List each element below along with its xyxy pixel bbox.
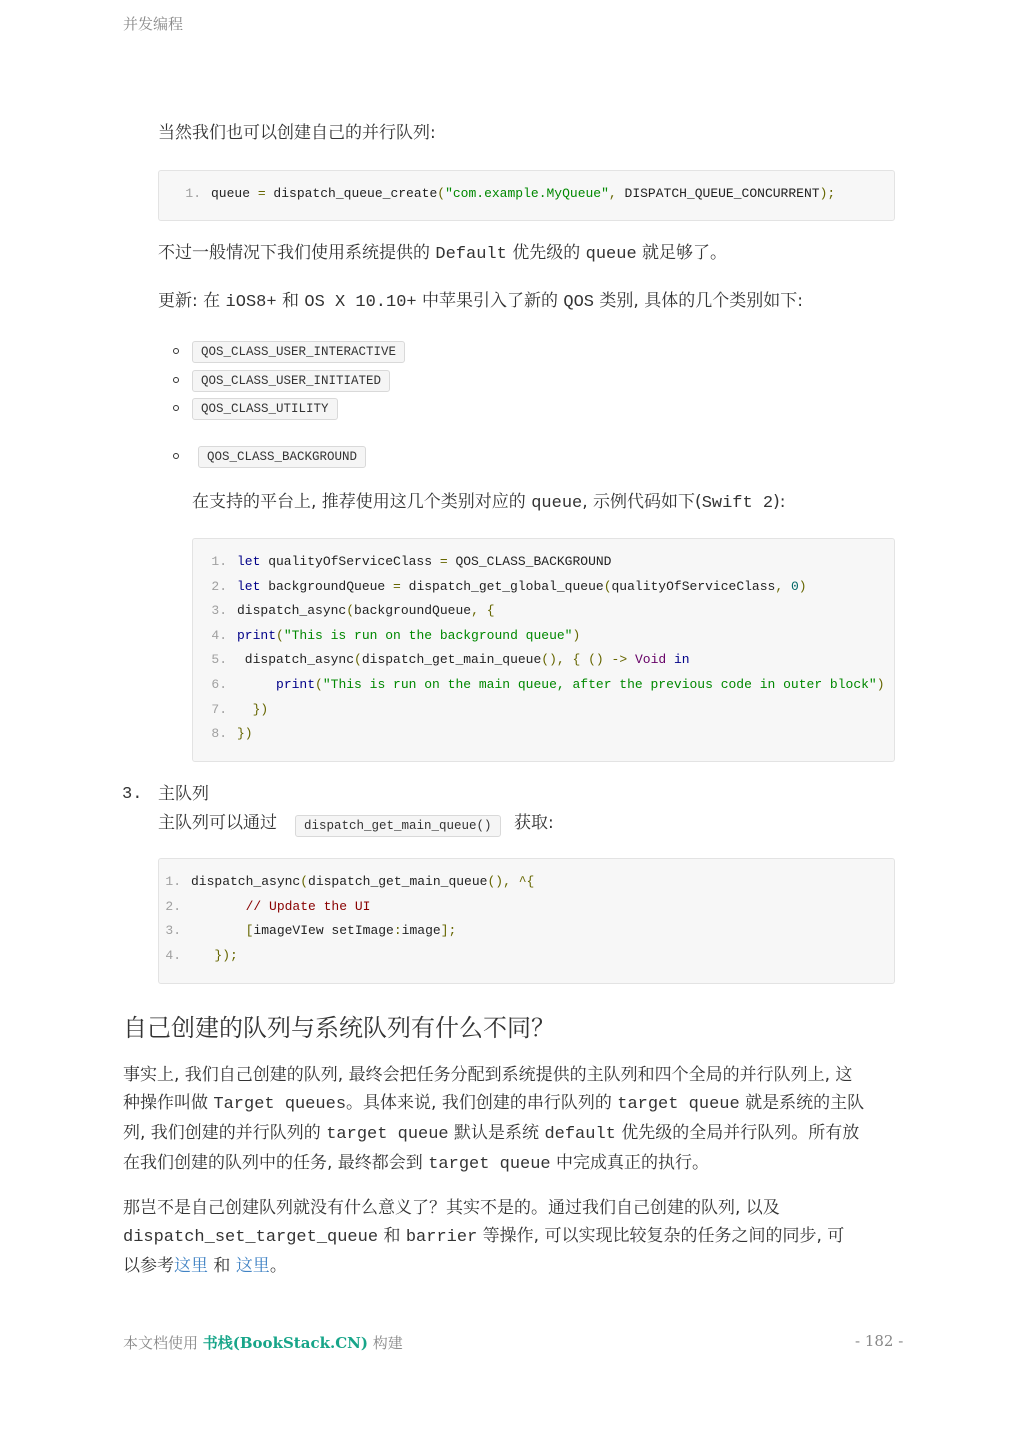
code-token: [ [245,923,254,938]
code-token [627,652,635,667]
intro-paragraph: 当然我们也可以创建自己的并行队列: [158,123,436,143]
line-number: 4. [211,628,227,643]
text: 在我们创建的队列中的任务, 最终都会到 [123,1153,429,1173]
line-number: 5. [211,652,227,667]
code-line [205,603,495,618]
list-bullet [173,348,179,354]
code-token: { [486,603,495,618]
footer-credit [123,1332,403,1353]
text: 和 [378,1226,406,1246]
code-token: backgroundQueue [354,603,472,618]
code-token: (), [487,874,511,889]
line-number: 3. [211,603,227,618]
code-token: dispatch_get_main_queue [308,874,488,889]
line-number: 8. [211,726,227,741]
code-line [179,186,835,201]
text: ): [773,492,786,512]
code-token: ( [354,652,362,667]
code-token: dispatch_queue_create [265,186,438,201]
code-line [205,554,611,569]
code-token [191,899,246,914]
code-token: 0 [790,579,799,594]
code-token [604,652,612,667]
list-item-qos: QOS_CLASS_USER_INTERACTIVE [192,341,405,363]
text: 那岂不是自己创建队列就没有什么意义了？其实不是的。通过我们自己创建的队列, 以及 [123,1198,780,1218]
text: 不过一般情况下我们使用系统提供的 [158,243,436,263]
code-token: queue [211,186,258,201]
code-token [580,652,588,667]
code-token: qualityOfServiceClass [611,579,776,594]
code-token: ^{ [518,874,535,889]
code-token: -> [611,652,628,667]
code-line [159,923,456,938]
page-number: - 182 - [855,1332,904,1350]
running-header: 并发编程 [123,15,184,33]
text: 和 [276,291,305,311]
line-number: 1. [211,554,227,569]
meaning-paragraph [123,1194,898,1280]
text: 中完成真正的执行。 [550,1153,710,1173]
code-line [205,628,580,643]
code-token: ]; [440,923,457,938]
code-token: () [588,652,604,667]
main-queue-desc: 主队列可以通过 [158,813,277,833]
text: 构建 [367,1334,403,1352]
inline-code: target queue [326,1125,449,1144]
default-priority-paragraph [158,239,727,269]
code-token: dispatch_async [237,652,355,667]
code-token: dispatch_get_global_queue [400,579,604,594]
inline-code: dispatch_set_target_queue [123,1228,379,1247]
line-number: 2. [165,899,181,914]
code-token [191,923,246,938]
text: 优先级的 [506,243,586,263]
text: , 示例代码如下( [582,492,702,512]
text: 就是系统的主队 [739,1093,865,1113]
code-token: backgroundQueue [260,579,394,594]
code-token [565,652,573,667]
text: 事实上, 我们自己创建的队列, 最终会把任务分配到系统提供的主队列和四个全局的并行队列上, 这 [123,1065,853,1085]
code-token: }); [214,948,238,963]
code-token: "This is run on the main queue, after the previous code in outer block" [322,677,877,692]
inline-code: OS X 10.10+ [304,293,417,312]
line-number: 1. [185,186,201,201]
text: 种操作叫做 [123,1093,214,1113]
code-token [666,652,674,667]
code-line [159,948,238,963]
code-token: let [237,554,261,569]
text: 优先级的全局并行队列。所有放 [615,1123,860,1143]
text: 更新: 在 [158,291,226,311]
text: 中苹果引入了新的 [416,291,564,311]
code-token: { [572,652,581,667]
line-number: 7. [211,702,227,717]
code-token: ) [876,677,885,692]
code-block-create-queue [158,170,895,221]
inline-code: queue [585,245,637,264]
code-token: dispatch_async [191,874,301,889]
inline-code: barrier [405,1228,478,1247]
list-item-qos: QOS_CLASS_UTILITY [192,398,338,420]
inline-code: QOS [563,293,595,312]
code-token: , [471,603,479,618]
code-token: ( [437,186,446,201]
inline-code: Swift 2 [701,494,774,513]
text: 类别, 具体的几个类别如下: [594,291,803,311]
code-token: QOS_CLASS_BACKGROUND [447,554,612,569]
code-token [783,579,791,594]
code-line [205,579,807,594]
text: 在支持的平台上, 推荐使用这几个类别对应的 [192,492,532,512]
code-token: image [401,923,441,938]
code-token: = [393,579,401,594]
code-token: : [393,923,402,938]
list-bullet [173,453,179,459]
code-token: ) [572,628,581,643]
code-token: (), [541,652,565,667]
text: 以参考 [123,1256,174,1276]
list-bullet [173,405,179,411]
list-item-qos: QOS_CLASS_BACKGROUND [198,446,366,468]
code-token: }) [237,726,253,741]
code-line [205,702,268,717]
text: 等操作, 可以实现比较复杂的任务之间的同步, 可 [477,1226,845,1246]
text: 列, 我们创建的并行队列的 [123,1123,327,1143]
text: 默认是系统 [448,1123,545,1143]
inline-code: Target queues [213,1095,347,1114]
inline-code: target queue [617,1095,740,1114]
code-token: ( [603,579,612,594]
code-token: ( [300,874,309,889]
code-token: ( [315,677,323,692]
code-line [159,874,534,889]
main-queue-desc-suffix: 获取: [514,813,554,833]
section-heading: 自己创建的队列与系统队列有什么不同？ [123,1014,555,1042]
reference-link-1[interactable]: 这里 [174,1256,208,1276]
code-token: ); [819,186,836,201]
code-token: = [257,186,266,201]
list-number: 3. [122,785,143,804]
list-bullet [173,377,179,383]
code-block-main-queue [158,858,895,984]
code-token: dispatch_async [237,603,347,618]
code-token: ) [798,579,807,594]
code-token: Void [634,652,667,667]
code-token: let [237,579,261,594]
code-token: qualityOfServiceClass [260,554,440,569]
text: 本文档使用 [123,1334,203,1352]
code-token [237,677,276,692]
line-number: 1. [165,874,181,889]
code-token: "This is run on the background queue" [283,628,573,643]
code-token: in [674,652,690,667]
text: 。具体来说, 我们创建的串行队列的 [346,1093,618,1113]
code-line [159,899,370,914]
platform-paragraph [192,488,785,518]
code-token: }) [252,702,269,717]
inline-code: Default [435,245,507,264]
reference-link-2[interactable]: 这里 [235,1256,270,1276]
line-number: 4. [165,948,181,963]
text: 就足够了。 [636,243,728,263]
code-token: , [608,186,617,201]
code-token: ( [276,628,284,643]
text: 和 [208,1256,236,1276]
update-paragraph [158,287,803,317]
code-line [205,726,253,741]
list-item-qos: QOS_CLASS_USER_INITIATED [192,370,390,392]
line-number: 2. [211,579,227,594]
code-token [191,948,214,963]
code-line [205,652,690,667]
code-token: ( [346,603,355,618]
line-number: 6. [211,677,227,692]
code-token: , [775,579,784,594]
code-token: dispatch_get_main_queue [361,652,542,667]
line-number: 3. [165,923,181,938]
inline-code: target queue [428,1155,551,1174]
code-token: imageVIew setImage [253,923,394,938]
main-queue-title: 主队列 [158,784,209,804]
code-token: "com.example.MyQueue" [445,186,609,201]
code-token [511,874,519,889]
code-token [479,603,487,618]
inline-code-chip: dispatch_get_main_queue() [295,815,501,837]
inline-code: iOS8+ [225,293,277,312]
text: 。 [269,1256,287,1276]
code-block-swift-qos [192,538,895,762]
code-token [237,702,253,717]
code-token: print [237,628,277,643]
code-token: DISPATCH_QUEUE_CONCURRENT [616,186,820,201]
brand-link[interactable]: 书栈(BookStack.CN) [202,1334,368,1352]
code-token: print [276,677,316,692]
target-queues-paragraph [123,1061,898,1179]
inline-code: queue [531,494,583,513]
code-line [205,677,885,692]
code-token: = [439,554,448,569]
code-token: // Update the UI [245,899,371,914]
inline-code: default [544,1125,616,1144]
